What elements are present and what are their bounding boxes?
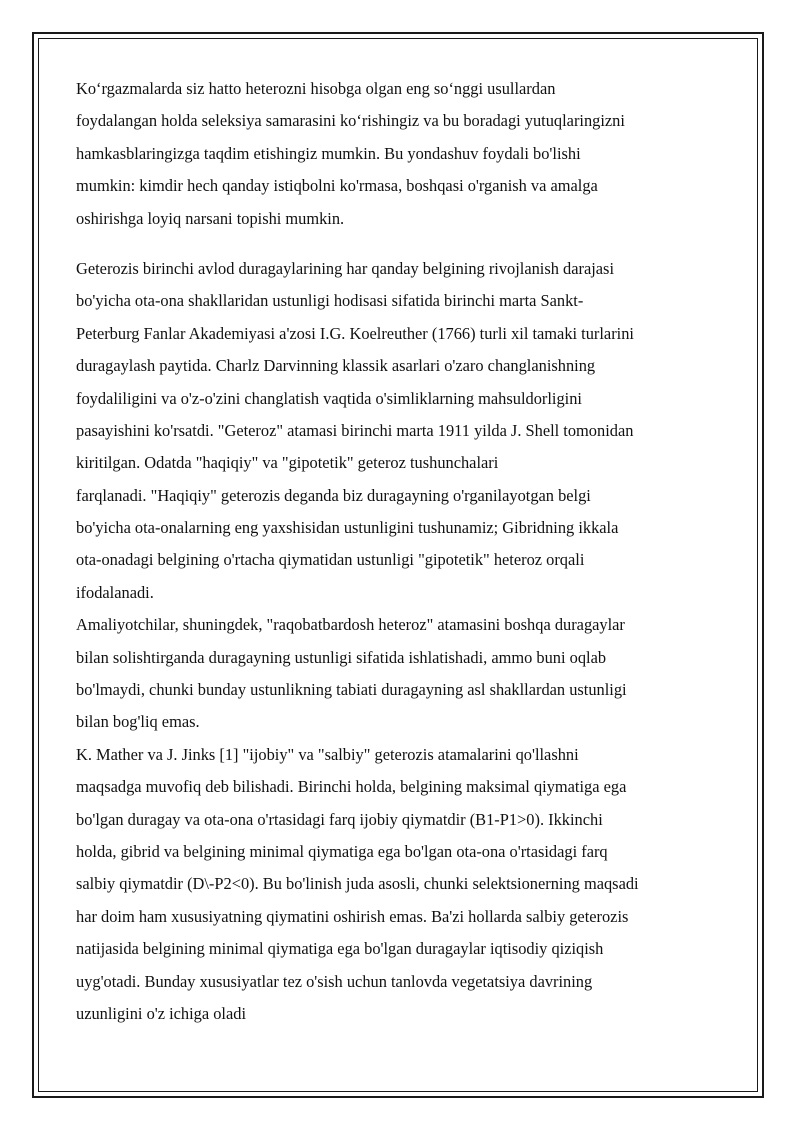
text-line: foydalangan holda seleksiya samarasini ko‘rishingiz va bu boradagi yutuqlaringizni [76,111,625,131]
text-line: mumkin: kimdir hech qanday istiqbolni ko'rmasa, boshqasi o'rganish va amalga [76,176,598,196]
paragraph-heterosis [76,253,736,1030]
text-line: hamkasblaringizga taqdim etishingiz mumkin. Bu yondashuv foydali bo'lishi [76,143,581,163]
text-line: duragaylash paytida. Charlz Darvinning klassik asarlari o'zaro changlanishning [76,356,596,376]
paragraph-gap [76,235,736,253]
text-line: ota-onadagi belgining o'rtacha qiymatidan ustunligi "gipotetik" heteroz orqali [76,550,585,570]
text-line: Peterburg Fanlar Akademiyasi a'zosi I.G. Koelreuther (1766) turli xil tamaki turlarini [76,323,634,343]
text-line: pasayishini ko'rsatdi. "Geteroz" atamasi birinchi marta 1911 yilda J. Shell tomonidan [76,420,634,440]
text-line: ifodalanadi. [76,582,154,602]
text-line: natijasida belgining minimal qiymatiga ega bo'lgan duragaylar iqtisodiy qiziqish [76,939,604,959]
text-line: oshirishga loyiq narsani topishi mumkin. [76,208,345,228]
text-line: salbiy qiymatdir (D\-P2<0). Bu bo'linish juda asosli, chunki selektsionerning maqsadi [76,874,639,894]
text-line: maqsadga muvofiq deb bilishadi. Birinchi holda, belgining maksimal qiymatiga ega [76,777,627,797]
text-line: uzunligini o'z ichiga oladi [76,1003,247,1023]
text-line: uyg'otadi. Bunday xususiyatlar tez o'sish uchun tanlovda vegetatsiya davrining [76,971,593,991]
text-line: Geterozis birinchi avlod duragaylarining har qanday belgining rivojlanish darajasi [76,258,614,278]
text-line: foydaliligini va o'z-o'zini changlatish vaqtida o'simliklarning mahsuldorligini [76,388,582,408]
text-line: bilan solishtirganda duragayning ustunligi sifatida ishlatishadi, ammo buni oqlab [76,647,607,667]
text-line: kiritilgan. Odatda "haqiqiy" va "gipotetik" geteroz tushunchalari [76,453,499,473]
text-line: bo'lgan duragay va ota-ona o'rtasidagi farq ijobiy qiymatdir (B1-P1>0). Ikkinchi [76,809,603,829]
text-line: bo'lmaydi, chunki bunday ustunlikning tabiati duragayning asl shakllardan ustunligi [76,680,627,700]
text-line: har doim ham xususiyatning qiymatini oshirish emas. Ba'zi hollarda salbiy geterozis [76,906,629,926]
document-body [76,73,736,1030]
text-line: holda, gibrid va belgining minimal qiymatiga ega bo'lgan ota-ona o'rtasidagi farq [76,841,608,861]
text-line: Amaliyotchilar, shuningdek, "raqobatbardosh heteroz" atamasini boshqa duragaylar [76,615,625,635]
text-line: Ko‘rgazmalarda siz hatto heterozni hisobga olgan eng so‘nggi usullardan [76,79,556,98]
paragraph-intro [76,73,736,235]
text-line: bo'yicha ota-ona shakllaridan ustunligi hodisasi sifatida birinchi marta Sankt- [76,291,584,311]
text-line: farqlanadi. "Haqiqiy" geterozis deganda biz duragayning o'rganilayotgan belgi [76,485,591,505]
text-line: K. Mather va J. Jinks [1] "ijobiy" va "salbiy" geterozis atamalarini qo'llashni [76,744,579,764]
text-line: bilan bog'liq emas. [76,712,200,732]
text-line: bo'yicha ota-onalarning eng yaxshisidan ustunligini tushunamiz; Gibridning ikkala [76,518,619,538]
